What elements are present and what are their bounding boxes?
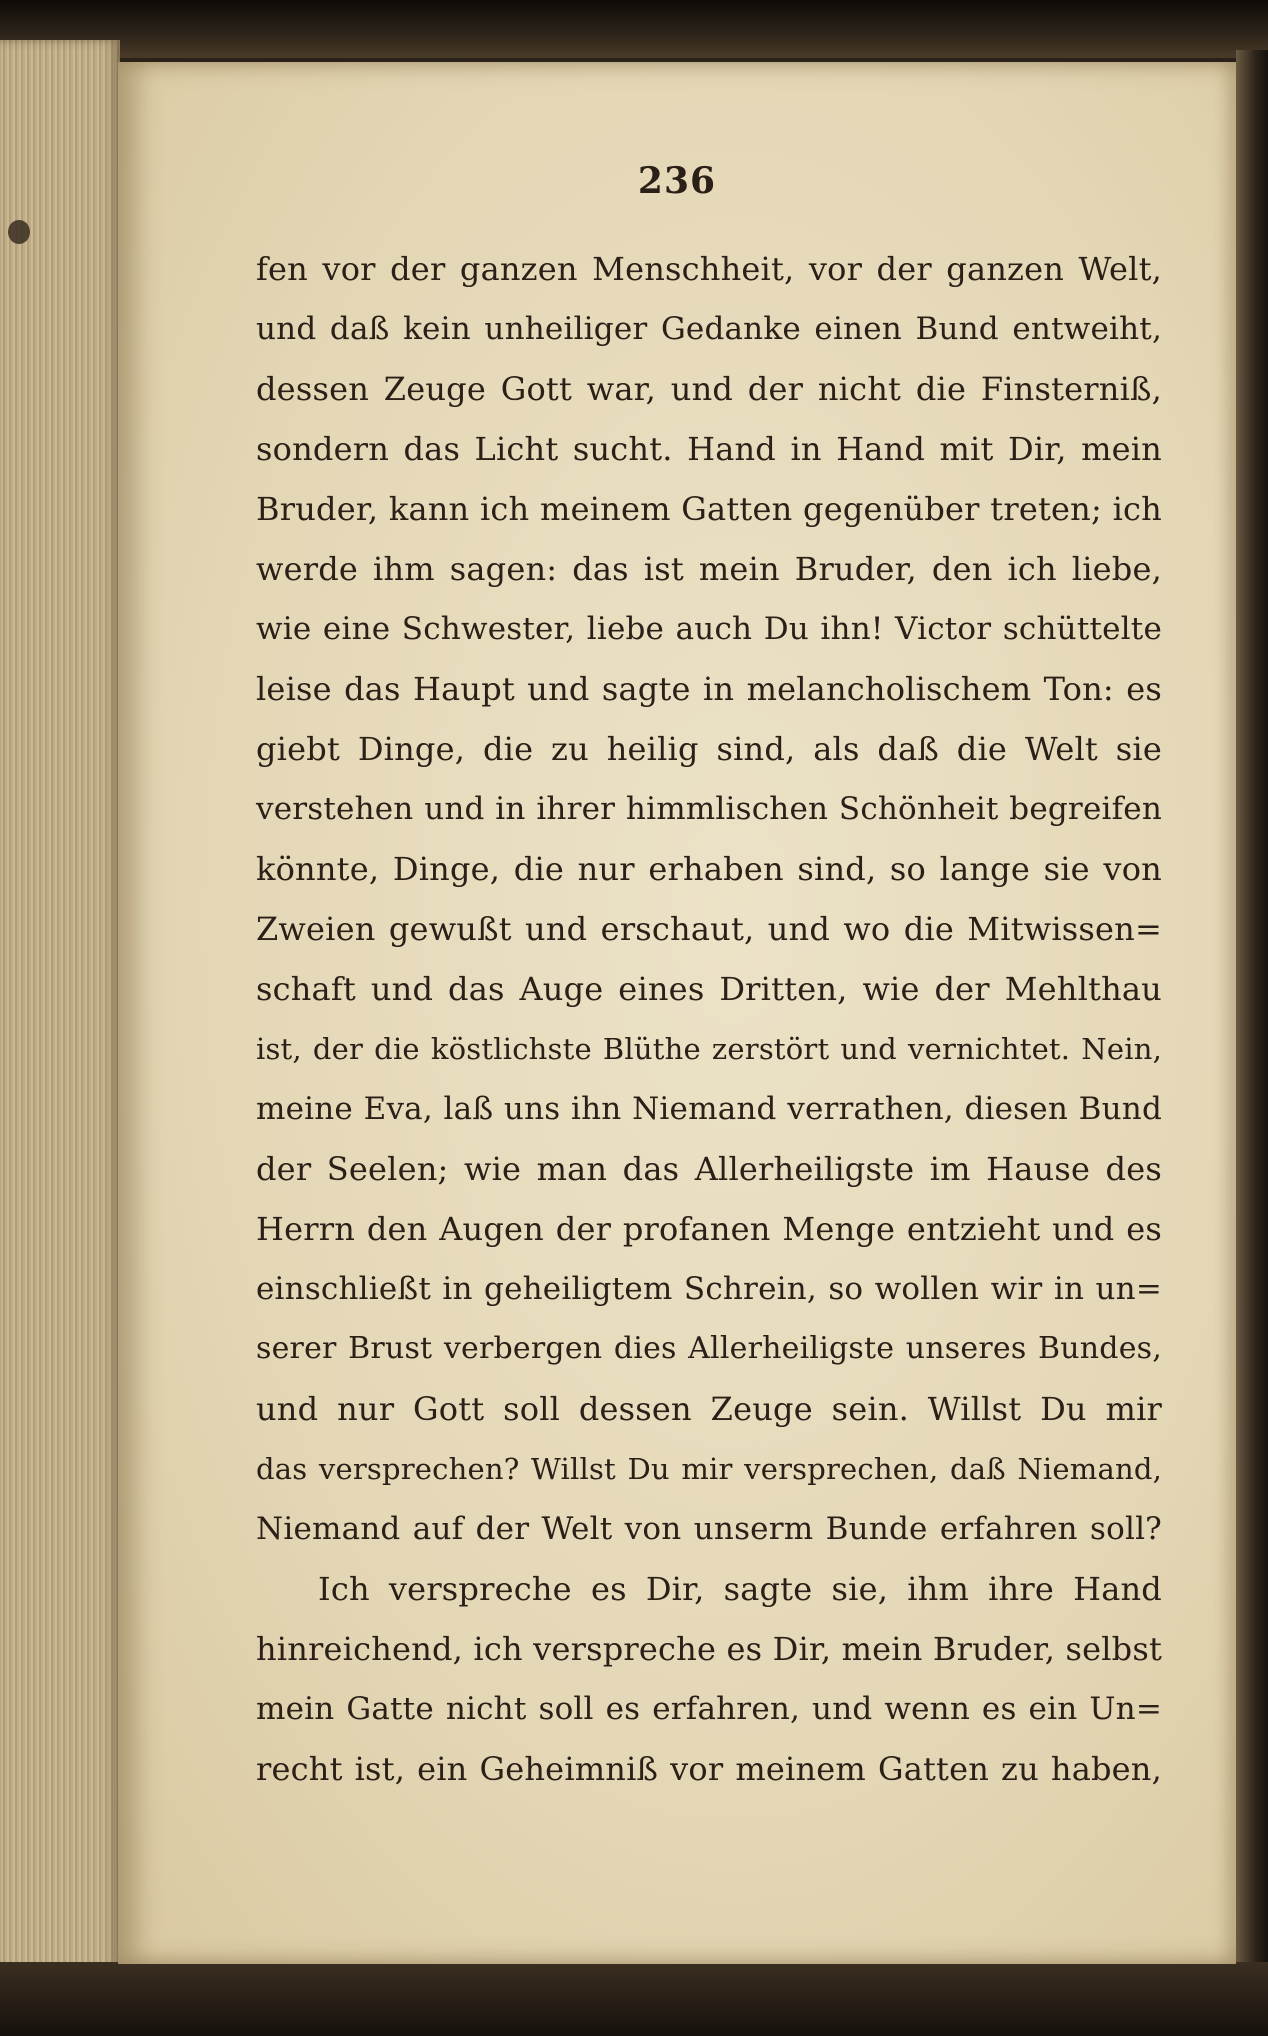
text-line: Herrn den Augen der profanen Menge entzieht und es (256, 1210, 1162, 1248)
text-line: leise das Haupt und sagte in melancholischem Ton: es (256, 670, 1162, 708)
text-line: dessen Zeuge Gott war, und der nicht die Finsterniß, (256, 370, 1162, 408)
text-line: fen vor der ganzen Menschheit, vor der ganzen Welt, (256, 250, 1162, 288)
text-line: Bruder, kann ich meinem Gatten gegenüber treten; ich (256, 490, 1162, 528)
text-line: recht ist, ein Geheimniß vor meinem Gatten zu haben, (256, 1750, 1162, 1788)
text-line: und nur Gott soll dessen Zeuge sein. Willst Du mir (256, 1390, 1162, 1428)
text-line: werde ihm sagen: das ist mein Bruder, den ich liebe, (256, 550, 1162, 588)
text-line: der Seelen; wie man das Allerheiligste im Hause des (256, 1150, 1162, 1188)
text-line: giebt Dinge, die zu heilig sind, als daß die Welt sie (256, 730, 1162, 768)
text-line: wie eine Schwester, liebe auch Du ihn! Victor schüttelte (256, 611, 1162, 647)
text-line: und daß kein unheiliger Gedanke einen Bund entweiht, (256, 311, 1162, 347)
text-line: schaft und das Auge eines Dritten, wie der Mehlthau (256, 970, 1162, 1008)
text-line: sondern das Licht sucht. Hand in Hand mit Dir, mein (256, 430, 1162, 468)
text-line: ist, der die köstlichste Blüthe zerstört und vernichtet. Nein, (256, 1032, 1162, 1066)
ink-spot (8, 220, 30, 244)
text-line: Zweien gewußt und erschaut, und wo die Mitwissen= (256, 910, 1162, 948)
book-page (118, 62, 1236, 1964)
text-line: hinreichend, ich verspreche es Dir, mein Bruder, selbst (256, 1630, 1163, 1668)
page-number: 236 (637, 160, 717, 202)
text-line: einschließt in geheiligtem Schrein, so wollen wir in un= (256, 1271, 1162, 1307)
text-line: serer Brust verbergen dies Allerheiligste unseres Bundes, (256, 1331, 1162, 1366)
text-line: Niemand auf der Welt von unserm Bunde erfahren soll? (256, 1511, 1162, 1547)
book-bottom-edge (0, 1962, 1268, 2036)
book-top-edge (0, 0, 1268, 58)
text-line: könnte, Dinge, die nur erhaben sind, so lange sie von (256, 850, 1162, 888)
text-line: meine Eva, laß uns ihn Niemand verrathen, diesen Bund (256, 1091, 1162, 1127)
book-right-edge (1236, 50, 1268, 1990)
page-block-edge (0, 40, 120, 1980)
text-line: verstehen und in ihrer himmlischen Schönheit begreifen (256, 791, 1162, 827)
text-line: das versprechen? Willst Du mir versprechen, daß Niemand, (256, 1452, 1162, 1486)
text-line: mein Gatte nicht soll es erfahren, und wenn es ein Un= (256, 1691, 1162, 1727)
text-line: Ich verspreche es Dir, sagte sie, ihm ihre Hand (318, 1570, 1162, 1608)
